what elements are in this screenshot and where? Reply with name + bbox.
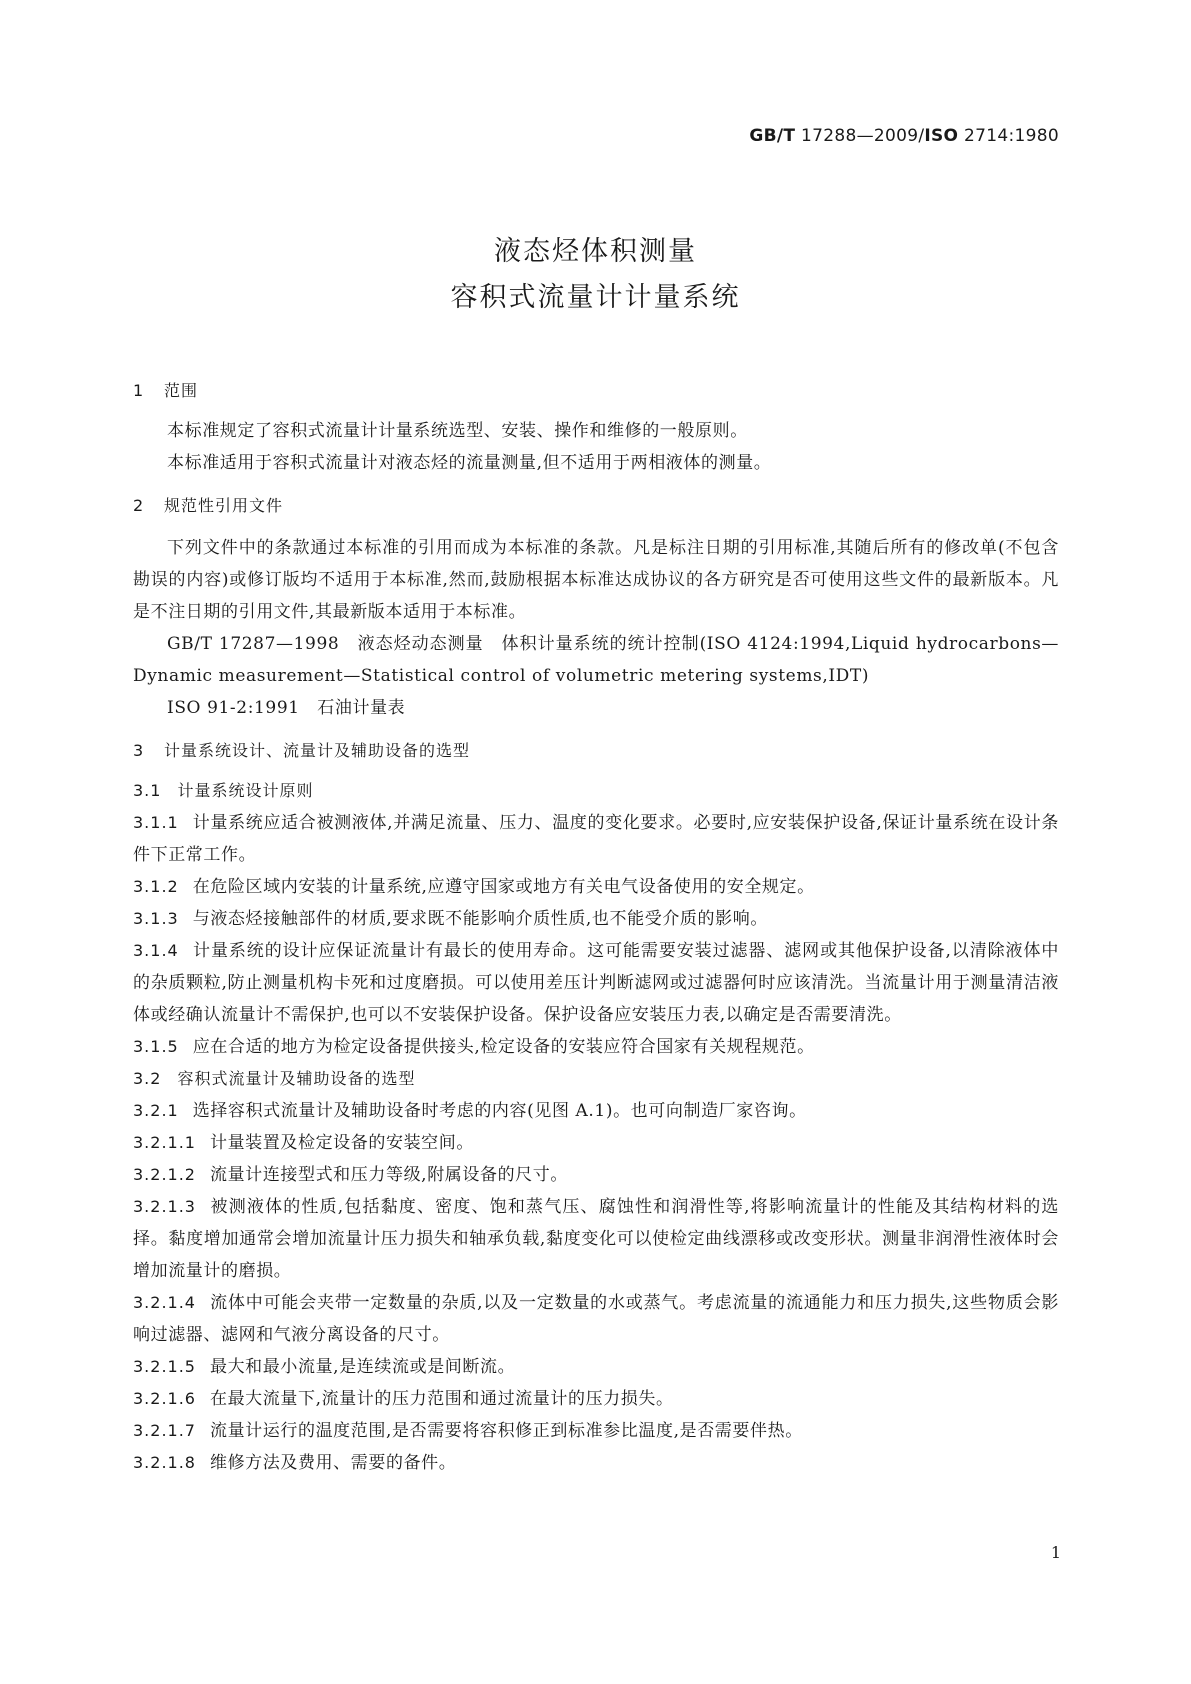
- clause-item: 3.2.1.4 流体中可能会夹带一定数量的杂质,以及一定数量的水或蒸气。考虑流量的流通能力和压力损失,这些物质会影响过滤器、滤网和气液分离设备的尺寸。: [133, 1293, 1059, 1345]
- section-1-heading: [133, 378, 1059, 401]
- clause-item: 3.2.1.5 最大和最小流量,是连续流或是间断流。: [133, 1357, 516, 1377]
- subsection-3-1-heading: [133, 775, 1059, 807]
- clause-item: 3.2.1.3 被测液体的性质,包括黏度、密度、饱和蒸气压、腐蚀性和润滑性等,将影响流量计的性能及其结构材料的选择。黏度增加通常会增加流量计压力损失和轴承负载,黏度变化可以使检定曲线漂移或改变形状。测量非润滑性液体时会增加流量计的磨损。: [133, 1197, 1059, 1281]
- section-number: 2: [133, 496, 145, 515]
- standard-number-header: [749, 126, 1059, 146]
- section-3-heading: [133, 738, 1059, 761]
- subsection-title: 容积式流量计及辅助设备的选型: [177, 1069, 416, 1088]
- section-title: 计量系统设计、流量计及辅助设备的选型: [164, 741, 471, 760]
- paragraph: 本标准规定了容积式流量计计量系统选型、安装、操作和维修的一般原则。: [167, 421, 748, 441]
- clause-item: 3.1.1 计量系统应适合被测液体,并满足流量、压力、温度的变化要求。必要时,应安装保护设备,保证计量系统在设计条件下正常工作。: [133, 813, 1059, 865]
- clause-item: 3.2.1.7 流量计运行的温度范围,是否需要将容积修正到标准参比温度,是否需要伴热。: [133, 1421, 803, 1441]
- section-title: 范围: [164, 381, 199, 400]
- page-number: 1: [1050, 1543, 1061, 1562]
- clause-item: 3.2.1.2 流量计连接型式和压力等级,附属设备的尺寸。: [133, 1165, 568, 1185]
- paragraph: 本标准适用于容积式流量计对液态烃的流量测量,但不适用于两相液体的测量。: [167, 453, 772, 473]
- clause-item: 3.1.5 应在合适的地方为检定设备提供接头,检定设备的安装应符合国家有关规程规范。: [133, 1037, 815, 1057]
- subsection-title: 计量系统设计原则: [177, 781, 314, 800]
- iso-prefix: ISO: [924, 126, 959, 146]
- reference-item: GB/T 17287—1998 液态烃动态测量 体积计量系统的统计控制(ISO 4124:1994,Liquid hydrocarbons—Dynamic measurement—Statistical control of volumetric metering systems,IDT): [133, 634, 1059, 686]
- section-2-heading: [133, 493, 1059, 516]
- iso-number: 2714:1980: [964, 126, 1059, 146]
- subsection-number: 3.2: [133, 1069, 162, 1088]
- section-number: 3: [133, 741, 145, 760]
- clause-item: 3.2.1.6 在最大流量下,流量计的压力范围和通过流量计的压力损失。: [133, 1389, 674, 1409]
- clause-item: 3.1.3 与液态烃接触部件的材质,要求既不能影响介质性质,也不能受介质的影响。: [133, 909, 768, 929]
- std-prefix: GB/T: [749, 126, 796, 146]
- document-title-line1: 液态烃体积测量: [494, 236, 697, 267]
- clause-item: 3.2.1 选择容积式流量计及辅助设备时考虑的内容(见图 A.1)。也可向制造厂家咨询。: [133, 1101, 807, 1121]
- document-title-line2: 容积式流量计计量系统: [450, 282, 741, 313]
- paragraph: 下列文件中的条款通过本标准的引用而成为本标准的条款。凡是标注日期的引用标准,其随后所有的修改单(不包含勘误的内容)或修订版均不适用于本标准,然而,鼓励根据本标准达成协议的各方研究是否可使用这些文件的最新版本。凡是不注日期的引用文件,其最新版本适用于本标准。: [133, 538, 1059, 622]
- clause-item: 3.1.4 计量系统的设计应保证流量计有最长的使用寿命。这可能需要安装过滤器、滤网或其他保护设备,以清除液体中的杂质颗粒,防止测量机构卡死和过度磨损。可以使用差压计判断滤网或过滤器何时应该清洗。当流量计用于测量清洁液体或经确认流量计不需保护,也可以不安装保护设备。保护设备应安装压力表,以确定是否需要清洗。: [133, 941, 1059, 1025]
- clause-item: 3.2.1.8 维修方法及费用、需要的备件。: [133, 1453, 457, 1473]
- section-title: 规范性引用文件: [164, 496, 284, 515]
- clause-item: 3.2.1.1 计量装置及检定设备的安装空间。: [133, 1133, 474, 1153]
- clause-item: 3.1.2 在危险区域内安装的计量系统,应遵守国家或地方有关电气设备使用的安全规定。: [133, 877, 815, 897]
- subsection-number: 3.1: [133, 781, 162, 800]
- document-body: [133, 378, 1059, 1479]
- std-number: 17288—2009/: [801, 126, 925, 146]
- section-number: 1: [133, 381, 145, 400]
- subsection-3-2-heading: [133, 1063, 1059, 1095]
- reference-item: ISO 91-2:1991 石油计量表: [167, 698, 406, 718]
